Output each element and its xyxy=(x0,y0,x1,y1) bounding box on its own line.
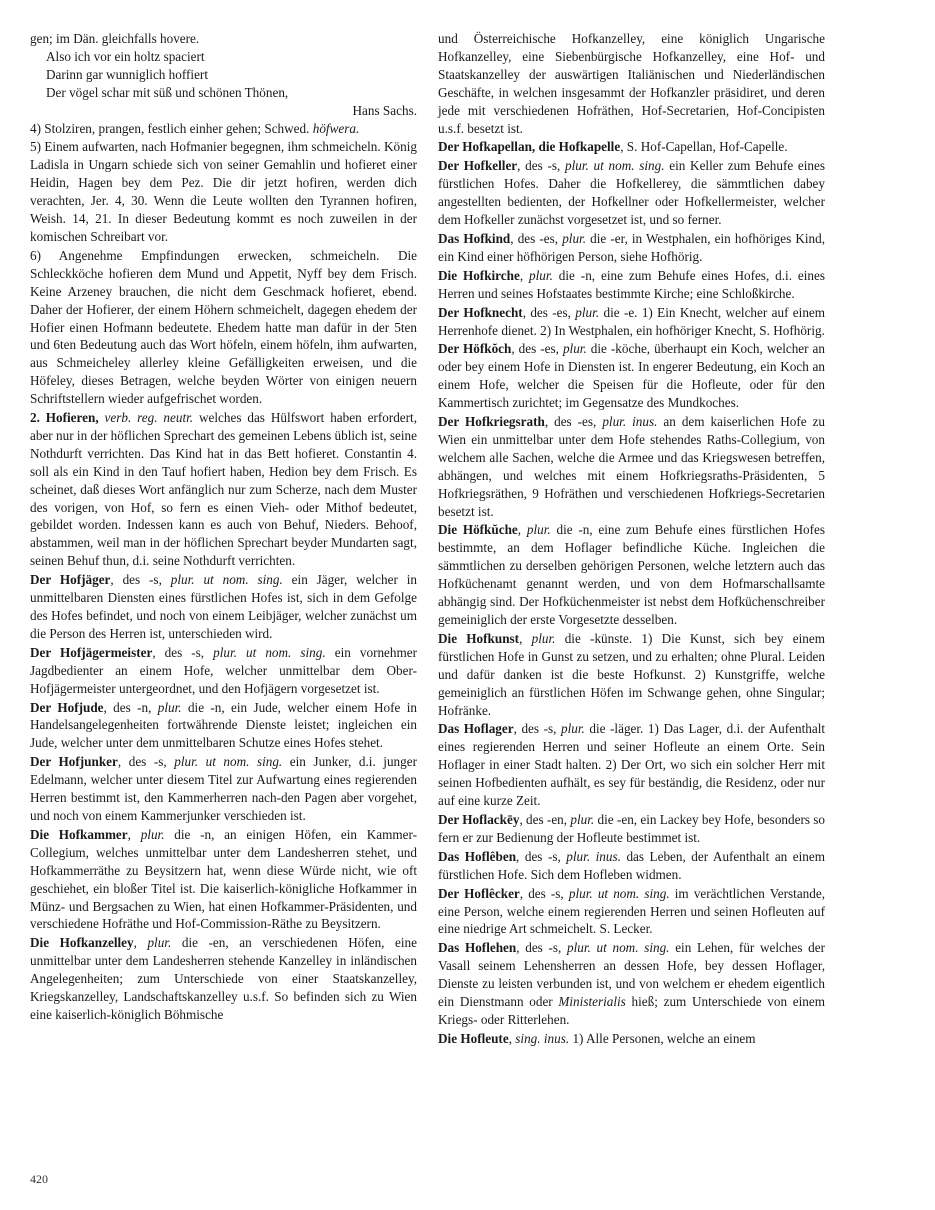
headword: Der Hofkapellan, die Hofkapelle xyxy=(438,139,621,155)
entry-hofkapellan: Der Hofkapellan, die Hofkapelle, S. Hof-Capellan, Hof-Capelle. xyxy=(438,139,788,155)
entry-hofkeller: Der Hofkeller, des -s, plur. ut nom. sing. ein Keller zum Behufe eines fürstlichen Hofes. Daher die Hofkellerey, die sämmtlichen dabey angestellten bedienten, der Hofkellner oder Hofkellermeister, welcher dem Hofkeller zunächst vorgesetzet ist, und so ferner. xyxy=(438,158,826,228)
headword: Die Hofkammer xyxy=(30,826,128,842)
right-column xyxy=(438,30,825,1048)
left-column xyxy=(30,30,417,1024)
entry-hofknecht: Der Hofknecht, des -es, plur. die -e. 1) Ein Knecht, welcher auf einem Herrenhofe dienet. 2) In Westphalen, ein hofhöriger Knecht, S. Hofhörig. xyxy=(438,304,826,338)
entry-hofjaeger: Der Hofjäger, des -s, plur. ut nom. sing. ein Jäger, welcher in unmittelbaren Diensten eines fürstlichen Hofes ist, sich in dem Gefolge des Hofes befindet, und noch von einem Leibjäger, welcher zunächst um die Person des Herren ist, unterschieden wird. xyxy=(30,572,418,641)
grammar-note: plur. ut nom. sing. xyxy=(170,572,283,588)
grammar-note: plur. ut nom. sing. xyxy=(174,754,283,770)
verse-author: Hans Sachs. xyxy=(352,102,417,118)
grammar-note: plur. xyxy=(562,341,587,357)
grammar-note: plur. xyxy=(140,826,165,842)
grammar-note: plur. xyxy=(570,811,595,827)
grammar-note: plur. ut nom. sing. xyxy=(567,940,670,956)
entry-hofkind: Das Hofkind, des -es, plur. die -er, in Westphalen, ein hofhöriges Kind, ein Kind einer höfhörigen Person, siehe Hofhörig. xyxy=(438,230,826,264)
grammar-note: verb. reg. neutr. xyxy=(104,410,194,426)
entry-hofkueche: Die Höfkŭche, plur. die -n, eine zum Behufe eines fürstlichen Hofes bestimmte, an dem Hoflager befindliche Küche. Ingleichen die sämmtlichen zu derselben gehörigen Personen, welche letztern auch das Hofküchenamt genannt werden, und von dem Hofmarschallsamte abhängig sind. Der Hofküchenmeister ist nebst dem Hofküchenschreiber gemeiniglich der erste Vorgesetzte desselben. xyxy=(438,522,826,627)
headword: Der Hofjäger xyxy=(30,572,111,588)
headword: Der Hofjägermeister xyxy=(30,644,153,660)
entry-hofjunker: Der Hofjunker, des -s, plur. ut nom. sing. ein Junker, d.i. junger Edelmann, welcher unter diesem Titel zur Aufwartung eines regierenden Herren bestimmt ist, den Kammerherren nach-den Pagen aber vorgehet, und noch von einem Kammerjunker verschieden ist. xyxy=(30,754,417,823)
grammar-note: sing. inus. xyxy=(515,1030,570,1046)
headword: Die Hofkunst xyxy=(438,630,520,646)
grammar-note: plur. ut nom. sing. xyxy=(213,644,326,660)
headword: Das Hoflehen xyxy=(438,940,517,956)
entry-hofkunst: Die Hofkunst, plur. die -künste. 1) Die Kunst, sich bey einem fürstlichen Hofe in Gunst zu setzen, und zu erhalten; ohne Plural. Leiden und dafür danken ist die beste Hofkunst. 2) Kunstgriffe, welche gemeiniglich an fürstlichen Höfen im Schwange gehen, ohne Singular; Hofränke. xyxy=(438,630,825,718)
headword: Der Hofkriegsrath xyxy=(438,414,545,430)
headword: Der Höfkŏch xyxy=(438,341,512,357)
headword: Der Hofknecht xyxy=(438,304,523,320)
grammar-note: plur. ut nom. sing. xyxy=(568,885,670,901)
headword: 2. Hofieren, xyxy=(30,410,99,426)
sense-6: 6) Angenehme Empfindungen erwecken, schmeicheln. Die Schleckköche hofieren dem Mund und Appetit, Nyff bey dem Frisch. Keine Arzeney brauchen, die nicht dem Geschmack hofieret, ebend. Daher der Hofierer, der einem Höhern schmeichelt, dagegen ehedem der Hofier einen Hofmann bedeutete. Ehedem hatte man dafür in der 5ten und 6ten Bedeutung auch das Wort höfeln, einem höfeln, ihm aufwarten, aus Schmeicheley allerley kleine Gefälligkeiten erweisen, und die Höfeley, dieses Betragen, welche beyden Wörter von einigen neuern Schriftstellern wieder aufgefrischet worden. xyxy=(30,247,417,407)
grammar-note: plur. xyxy=(560,721,585,737)
entry-hofleben: Das Hoflêben, des -s, plur. inus. das Leben, der Aufenthalt an einem fürstlichen Hofe. Sich dem Hofleben widmen. xyxy=(438,848,826,882)
headword: Der Hoflêcker xyxy=(438,885,520,901)
grammar-note: plur. xyxy=(562,230,587,246)
headword: Das Hoflêben xyxy=(438,848,517,864)
grammar-note: plur. xyxy=(157,699,182,715)
headword: Das Hoflager xyxy=(438,721,514,737)
entry-hofleute: Die Hofleute, sing. inus. 1) Alle Personen, welche an einem xyxy=(438,1030,756,1046)
entry-hoflehen: Das Hoflehen, des -s, plur. ut nom. sing. ein Lehen, für welches der Vasall seinem Lehensherren an dessen Hofe, bey dessen Hoflager, Dienste zu leisten verbunden ist, und von welchem er ehedem eigentlich ein Dienstmann oder Ministerialis hieß; zum Unterschiede von einem Kriegs- oder Ritterlehen. xyxy=(438,940,826,1027)
grammar-note: plur. ut nom. sing. xyxy=(565,158,665,174)
headword: Der Hofkeller xyxy=(438,158,518,174)
entry-hofkriegsrath: Der Hofkriegsrath, des -es, plur. inus. an dem kaiserlichen Hofe zu Wien ein unmittelbar unter dem Hofe stehendes Raths-Collegium, von welchem alle Sachen, welche die Armee und das Kriegswesen betreffen, abhängen, und welches mit einem Hofkriegsraths-Präsidenten, 5 Hofkriegsräthen, 9 Hofräthen und verschiedenen Hofkriegs-Secretarien besetzt ist. xyxy=(438,414,826,519)
entry-hofkanzelley: Die Hofkanzelley, plur. die -en, an verschiedenen Höfen, eine unmittelbar unter dem Landesherren stehende Kanzelley in inländischen Angelegenheiten; zum Unterschiede von einer Staatskanzelley, Kriegskanzelley, Landschaftskanzelley u.s.f. So befinden sich zu Wien eine kaiserlich-königlich Böhmische xyxy=(30,935,417,1022)
headword: Der Hoflackēy xyxy=(438,811,520,827)
entry-hofieren-2: 2. Hofieren, verb. reg. neutr. welches das Hülfswort haben erfordert, aber nur in der höflichen Sprechart des gemeinen Lebens üblich ist, seine Nothdurft verrichten. Das Kind hat in das Bett hofieret. Constantin 4. soll als ein Kind in den Tauf hofiert haben, Hedion bey dem Frisch. Es scheinet, daß dieses Wort anfänglich nur zum Scherze, nach dem Muster des vorigen, von Hof, so fern es einen Vieh- oder Mithof bedeutet, gebildet worden. Indessen kann es auch von Behuf, Nieders. Behoof, abstammen, weil man in der höflichen Sprechart beyder Mundarten sagt, seinen Behuf thun, d.i. seine Nothdurft verrichten. xyxy=(30,410,417,569)
headword: Der Hofjude xyxy=(30,699,104,715)
entry-hofkammer: Die Hofkammer, plur. die -n, an einigen Höfen, ein Kammer-Collegium, welches unmittelbar unter dem Landesherren stehet, und Hofkammerräthe zu Beysitzern hat, wenn diese Würde nicht, wie oft geschiehet, ein bloßer Titel ist. Die kaiserlich-königliche Hofkammer in Münz- und Bergsachen zu Wien, hat einen Hofkammer-Präsidenten, und verschiedene Hofräthe und Hof-Commission-Räthe zu Beysitzern. xyxy=(30,826,418,932)
grammar-note: plur. xyxy=(531,630,556,646)
grammar-note: plur. xyxy=(526,522,551,538)
grammar-note: plur. xyxy=(147,935,172,951)
verse-quote xyxy=(30,48,417,102)
entry-hofkoch: Der Höfkŏch, des -es, plur. die -köche, überhaupt ein Koch, welcher an oder bey einem Hofe in Diensten ist. In engerer Bedeutung, ein Koch an einem Hofe, welcher die Speisen für die Hofleute, oder für den Kammertisch zurichtet; im Gegensatze des Mundkoches. xyxy=(438,341,826,411)
page-number: 420 xyxy=(30,1172,48,1186)
headword: Die Hofkirche xyxy=(438,267,520,283)
grammar-note: plur. xyxy=(575,304,600,320)
verse-line: Darinn gar wunniglich hoffiert xyxy=(46,66,208,82)
continuation-text: gen; im Dän. gleichfalls hovere. xyxy=(30,31,200,46)
sense-4: 4) Stolziren, prangen, festlich einher gehen; Schwed. höfwera. xyxy=(30,120,360,136)
headword: Die Hofleute xyxy=(438,1030,509,1046)
headword: Die Höfkŭche xyxy=(438,522,518,538)
headword: Die Hofkanzelley xyxy=(30,935,134,951)
entry-hofjaegermeister: Der Hofjägermeister, des -s, plur. ut nom. sing. ein vornehmer Jagdbedienter an einem Hofe, welcher unmittelbar dem Ober-Hofjägermeister untergeordnet, und den Hofjägern vorgesetzet ist. xyxy=(30,644,417,696)
entry-hofjude: Der Hofjude, des -n, plur. die -n, ein Jude, welcher einem Hofe in Handelsangelegenheiten fortwährende Dienste leistet; ingleichen ein Jude, welcher unter dem unmittelbaren Schutze eines Hofes stehet. xyxy=(30,699,417,751)
verse-line: Der vögel schar mit süß und schönen Thönen, xyxy=(46,84,289,100)
sense-5: 5) Einem aufwarten, nach Hofmanier begegnen, ihm schmeicheln. König Ladisla in Ungarn schiede sich von seiner Gemahlin und hofieret einer Heidin, Hagen bey dem Pez. Die dir jetzt hofiren, werden dich verachten, Jer. 4, 30. Wenn die Leute wollten den Tyrannen hofiren, Weish. 14, 21. In dieser Bedeutung kommt es noch zuweilen in der komischen Schreibart vor. xyxy=(30,139,417,244)
entry-hoflackey: Der Hoflackēy, des -en, plur. die -en, ein Lackey bey Hofe, besonders so fern er zur Bedienung der Hofleute bestimmet ist. xyxy=(438,811,826,845)
entry-hoflecker: Der Hoflêcker, des -s, plur. ut nom. sing. im verächtlichen Verstande, eine Person, welche einem regierenden Herren und seinen Hofleuten auf eine niedrige Art schmeichelt. S. Lecker. xyxy=(438,885,826,937)
grammar-note: plur. inus. xyxy=(602,414,658,430)
grammar-note: plur. inus. xyxy=(566,848,621,864)
entry-hoflager: Das Hoflager, des -s, plur. die -läger. 1) Das Lager, d.i. der Aufenthalt eines regierenden Herren und seiner Hofleute an einem Orte. Sein Hoflager in einer Stadt halten. 2) Der Ort, wo sich ein solcher Herr mit seinen Hofbedienten aufhält, es sey für beständig, die Residenz, oder nur auf eine kurze Zeit. xyxy=(438,721,826,809)
headword: Das Hofkind xyxy=(438,230,511,246)
verse-line: Also ich vor ein holtz spaciert xyxy=(46,48,205,64)
entry-hofkirche: Die Hofkirche, plur. die -n, eine zum Behufe eines Hofes, d.i. eines Herren und seines Hofstaates bestimmte Kirche; eine Schloßkirche. xyxy=(438,267,825,301)
continuation-text: und Österreichische Hofkanzelley, eine königlich Ungarische Hofkanzelley, eine Siebenbürgische Hofkanzelley, eine Hof- und Staatskanzelley der auswärtigen Italiänischen und Niederländischen Geschäfte, in welchen insgesammt der Hofkanzler präsidiret, und deren jede mit verschiedenen Hofräthen, Hof-Secretarien, Hof-Concipisten u.s.f. besetzt ist. xyxy=(438,31,825,136)
grammar-note: plur. xyxy=(529,267,553,283)
headword: Der Hofjunker xyxy=(30,754,118,770)
